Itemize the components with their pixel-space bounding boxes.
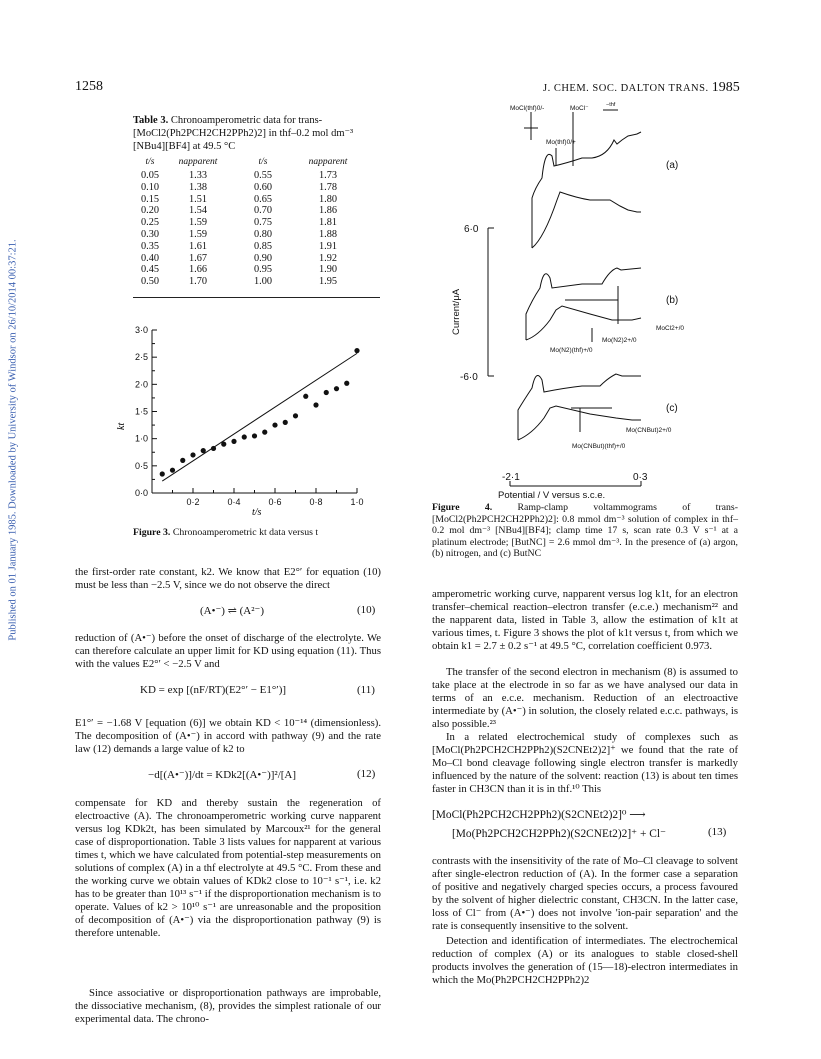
table-cell: 1.61 [188, 240, 208, 252]
table3-header: napparent [178, 157, 218, 168]
data-point [170, 468, 175, 473]
y-tick-label: 3·0 [134, 325, 148, 335]
table-cell: 0.05 [140, 170, 160, 181]
annotation-label: Mo(CNBut)(thf)+/0 [572, 443, 626, 450]
figure3-xlabel: t/s [252, 507, 262, 518]
x-tick-label: 0·4 [227, 497, 241, 507]
trace-label-a: (a) [666, 160, 679, 171]
y-tick-label: 2·0 [134, 379, 148, 390]
annotation-label: MoCl(thf)0/- [510, 105, 545, 112]
fit-line [162, 353, 357, 481]
annotation-label: Mo(N2)(thf)+/0 [550, 347, 593, 354]
paragraph: Detection and identification of intermediates. The electrochemical reduction of complex (A) or its analogues to stable closed-shell products involves the generation of (15—18)-electron intermediates in which the Mo(Ph2PCH2CH2PPh2)2 [432, 935, 738, 987]
data-point [180, 458, 185, 463]
table-cell: 0.20 [140, 205, 160, 217]
voltammogram-b-return [526, 306, 641, 340]
table-cell: 1.67 [188, 252, 208, 264]
data-point [293, 413, 298, 418]
figure4-ylabel: Current/μA [451, 288, 462, 335]
table-cell: 1.51 [188, 193, 208, 205]
table-row [133, 182, 359, 194]
paragraph: compensate for KD and thereby sustain the regeneration of electroactive (A). The chronoamperometric working curve napparent versus log KDk2t, has been simulated by Marcoux²¹ for the general case of disproportionation. Table 3 lists values for napparent at various times t, which we have calculated from potential-step measurements on solutions of complex (A) in a thf electrolyte at 49.5 °C. From these and the working curve we obtain values of KDk2 close to 10⁻¹ s⁻¹, i.e. k2 has to be greater than 10¹³ s⁻¹ if the disproportionation mechanism is to operate. Values of k2 > 10¹⁰ s⁻¹ are unreasonable and the proposition of decomposition of (A•⁻) via the disproportionation pathway (9) is therefore untenable. [75, 797, 381, 940]
figure3-plot [112, 318, 372, 523]
table-cell: 0.55 [253, 170, 273, 181]
table-cell: 1.33 [188, 170, 208, 181]
table-row [133, 194, 359, 206]
paragraph: contrasts with the insensitivity of the rate of Mo–Cl cleavage to solvent after single-electron reduction of (A). In the former case a separation of positive and negatively charged species occurs, a process favoured by the solvent of higher dielectric constant, CH3CN. In the latter case, loss of Cl⁻ from (A•⁻) does not involve 'ion-pair separation' and the rate is consequently insensitive to the solvent. [432, 855, 738, 933]
data-point [272, 422, 277, 427]
table3 [133, 156, 359, 288]
table-cell: 1.66 [188, 264, 208, 276]
paragraph: amperometric working curve, napparent versus log k1t, for an electron transfer–chemical reaction–electron transfer (e.c.e.) mechanism²² and the napparent data, listed in Table 3, allow the estimation of k1t at various times, t. Figure 3 shows the plot of k1t versus t, from which we obtain k1 = 2.7 ± 0.2 s⁻¹ at 49.5 °C, correlation coefficient 0.973. [432, 588, 738, 653]
data-point [201, 448, 206, 453]
data-point [313, 402, 318, 407]
table-row [133, 241, 359, 253]
x-tick-left: -2·1 [502, 472, 520, 483]
y-tick-top: 6·0 [464, 224, 479, 235]
paragraph: the first-order rate constant, k2. We know that E2°′ for equation (10) must be less than −2.5 V, since we do not observe the direct [75, 566, 381, 592]
table-cell: 0.25 [140, 217, 160, 229]
y-tick-label: 2·5 [134, 352, 148, 363]
table-cell: 0.40 [140, 252, 160, 264]
table3-header: t/s [258, 157, 268, 168]
equation-number: (12) [357, 768, 376, 780]
equation-10: (A•⁻) ⇌ (A²⁻) [200, 605, 265, 617]
trace-label-b: (b) [666, 295, 679, 306]
table-row [133, 253, 359, 265]
table-cell: 1.59 [188, 228, 208, 240]
table-cell: 1.81 [318, 217, 338, 229]
x-tick-label: 0·6 [268, 497, 282, 507]
paragraph: reduction of (A•⁻) before the onset of discharge of the electrolyte. We can therefore calculate an upper limit for KD using equation (11). Thus with the values E2°′ < −2.5 V and [75, 632, 381, 671]
table-row [133, 229, 359, 241]
table-row [133, 205, 359, 217]
table-cell: 1.38 [188, 181, 208, 193]
data-point [211, 446, 216, 451]
y-tick-bottom: -6·0 [460, 372, 478, 383]
data-point [242, 434, 247, 439]
equation-number: (11) [357, 684, 375, 696]
table-cell: 1.91 [318, 240, 338, 252]
voltammogram-b [526, 268, 641, 340]
x-tick-label: 0·2 [186, 497, 200, 507]
trace-label-c: (c) [666, 403, 678, 414]
table-cell: 1.78 [318, 181, 338, 193]
data-point [262, 430, 267, 435]
data-point [303, 394, 308, 399]
annotation-label: MoCl2+/0 [656, 325, 684, 332]
table-cell: 0.10 [140, 181, 160, 193]
table-cell: 0.85 [253, 240, 273, 252]
table-cell: 0.90 [253, 252, 273, 264]
y-tick-label: 1·0 [134, 433, 148, 444]
voltammogram-a [532, 132, 641, 248]
table-cell: 0.65 [253, 193, 273, 205]
figure3-caption: Figure 3. Chronoamperometric kt data versus t [133, 527, 319, 538]
paragraph: The transfer of the second electron in mechanism (8) is assumed to take place at the electrode in so far as we have analysed our data in terms of an e.c.e. mechanism. Reduction of an electroactive intermediate by (A•⁻) in solution, the closely related e.c.c. pathways, is also possible.²³ [432, 666, 738, 731]
table-cell: 0.15 [140, 193, 160, 205]
table-row [133, 217, 359, 229]
table-cell: 1.86 [318, 205, 338, 217]
figure4-caption: Figure 4. Ramp-clamp voltammograms of trans-[MoCl2(Ph2PCH2CH2PPh2)2]: 0.8 mmol dm⁻³ solution of complex in thf–0.2 mol dm⁻³ [NBu4][BF4]; clamp time 17 s, scan rate 0.3 V s⁻¹ at a platinum electrode; [ButNC] = 2.6 mmol dm⁻³. In the presence of (a) argon, (b) nitrogen, and (c) ButNC [432, 502, 738, 560]
data-point [324, 390, 329, 395]
table-cell: 0.70 [253, 205, 273, 217]
table-cell: 1.70 [188, 276, 208, 288]
data-point [231, 439, 236, 444]
annotation-label: Mo(N2)2+/0 [602, 337, 637, 344]
equation-number: (13) [708, 826, 727, 838]
table3-caption: Table 3. Chronoamperometric data for trans-[MoCl2(Ph2PCH2CH2PPh2)2] in thf–0.2 mol dm⁻³ [NBu4][BF4] at 49.5 °C [133, 115, 354, 152]
data-point [344, 381, 349, 386]
equation-number: (10) [357, 604, 376, 616]
figure4-voltammograms [432, 88, 732, 503]
data-point [283, 420, 288, 425]
data-point [190, 452, 195, 457]
table-cell: 1.92 [318, 252, 338, 264]
table-cell: 0.80 [253, 228, 273, 240]
table-cell: 1.88 [318, 228, 338, 240]
paragraph: In a related electrochemical study of complexes such as [MoCl(Ph2PCH2CH2PPh2)(S2CNEt2)2]⁺ we found that the rate of Mo–Cl bond cleavage following single electron transfer is markedly influenced by the nature of the solvent: reaction (13) is about ten times faster in CH3CN than it is in thf.¹⁰ This [432, 731, 738, 796]
table-cell: 0.45 [140, 264, 160, 276]
equation-11: KD = exp [(nF/RT)(E2°′ − E1°′)] [140, 684, 287, 696]
x-tick-right: 0·3 [633, 472, 648, 483]
annotation-label: Mo(thf)0/+ [546, 139, 576, 146]
x-tick-label: 1·0 [350, 497, 364, 507]
table-cell: 0.95 [253, 264, 273, 276]
table-cell: 1.54 [188, 205, 208, 217]
equation-13b: [Mo(Ph2PCH2CH2PPh2)(S2CNEt2)2]⁺ + Cl⁻ [452, 828, 667, 840]
table-row [133, 170, 359, 182]
table-cell: 1.00 [253, 276, 273, 288]
annotation-label: Mo(CNBut)2+/0 [626, 427, 672, 434]
data-point [221, 442, 226, 447]
download-watermark: Published on 01 January 1985. Downloaded by University of Windsor on 26/10/2014 00:37:21. [7, 239, 19, 641]
y-tick-label: 1·5 [134, 406, 148, 417]
y-tick-label: 0·0 [134, 488, 148, 498]
table-row [133, 276, 359, 288]
table-cell: 0.60 [253, 181, 273, 193]
page-number: 1258 [75, 79, 103, 94]
paragraph: E1°′ = −1.68 V [equation (6)] we obtain KD < 10⁻¹⁴ (dimensionless). The decomposition of (A•⁻) in accord with pathway (9) and the rate law (12) demands a large value of k2 to [75, 717, 381, 756]
data-point [354, 348, 359, 353]
x-tick-label: 0·8 [309, 497, 323, 507]
figure4-xlabel: Potential / V versus s.c.e. [498, 490, 606, 498]
data-point [160, 471, 165, 476]
equation-12: −d[(A•⁻)]/dt = KDk2[(A•⁻)]²/[A] [148, 769, 297, 781]
paragraph: Since associative or disproportionation pathways are improbable, the dissociative mechanism, (8), provides the simplest rationale of our experimental data. The chrono- [75, 987, 381, 1026]
table-cell: 1.73 [318, 170, 338, 181]
table3-header: t/s [145, 157, 155, 168]
table-cell: 1.90 [318, 264, 338, 276]
annotation-label: −thf [606, 102, 616, 108]
data-point [334, 386, 339, 391]
table-cell: 0.30 [140, 228, 160, 240]
equation-13a: [MoCl(Ph2PCH2CH2PPh2)(S2CNEt2)2]⁰ ⟶ [432, 809, 646, 821]
data-point [252, 433, 257, 438]
journal-header: J. CHEM. SOC. DALTON TRANS. 1985 [543, 80, 740, 95]
voltammogram-a-return [532, 192, 641, 248]
table-cell: 0.50 [140, 276, 160, 288]
y-tick-label: 0·5 [134, 460, 148, 471]
table-cell: 0.35 [140, 240, 160, 252]
table-cell: 1.95 [318, 276, 338, 288]
table-cell: 1.59 [188, 217, 208, 229]
figure3-ylabel: kt [116, 422, 127, 430]
annotation-label: MoCl⁻ [570, 105, 589, 112]
table3-rule [133, 297, 380, 298]
table-cell: 0.75 [253, 217, 273, 229]
table-cell: 1.80 [318, 193, 338, 205]
table3-header: napparent [308, 157, 348, 168]
table-row [133, 264, 359, 276]
